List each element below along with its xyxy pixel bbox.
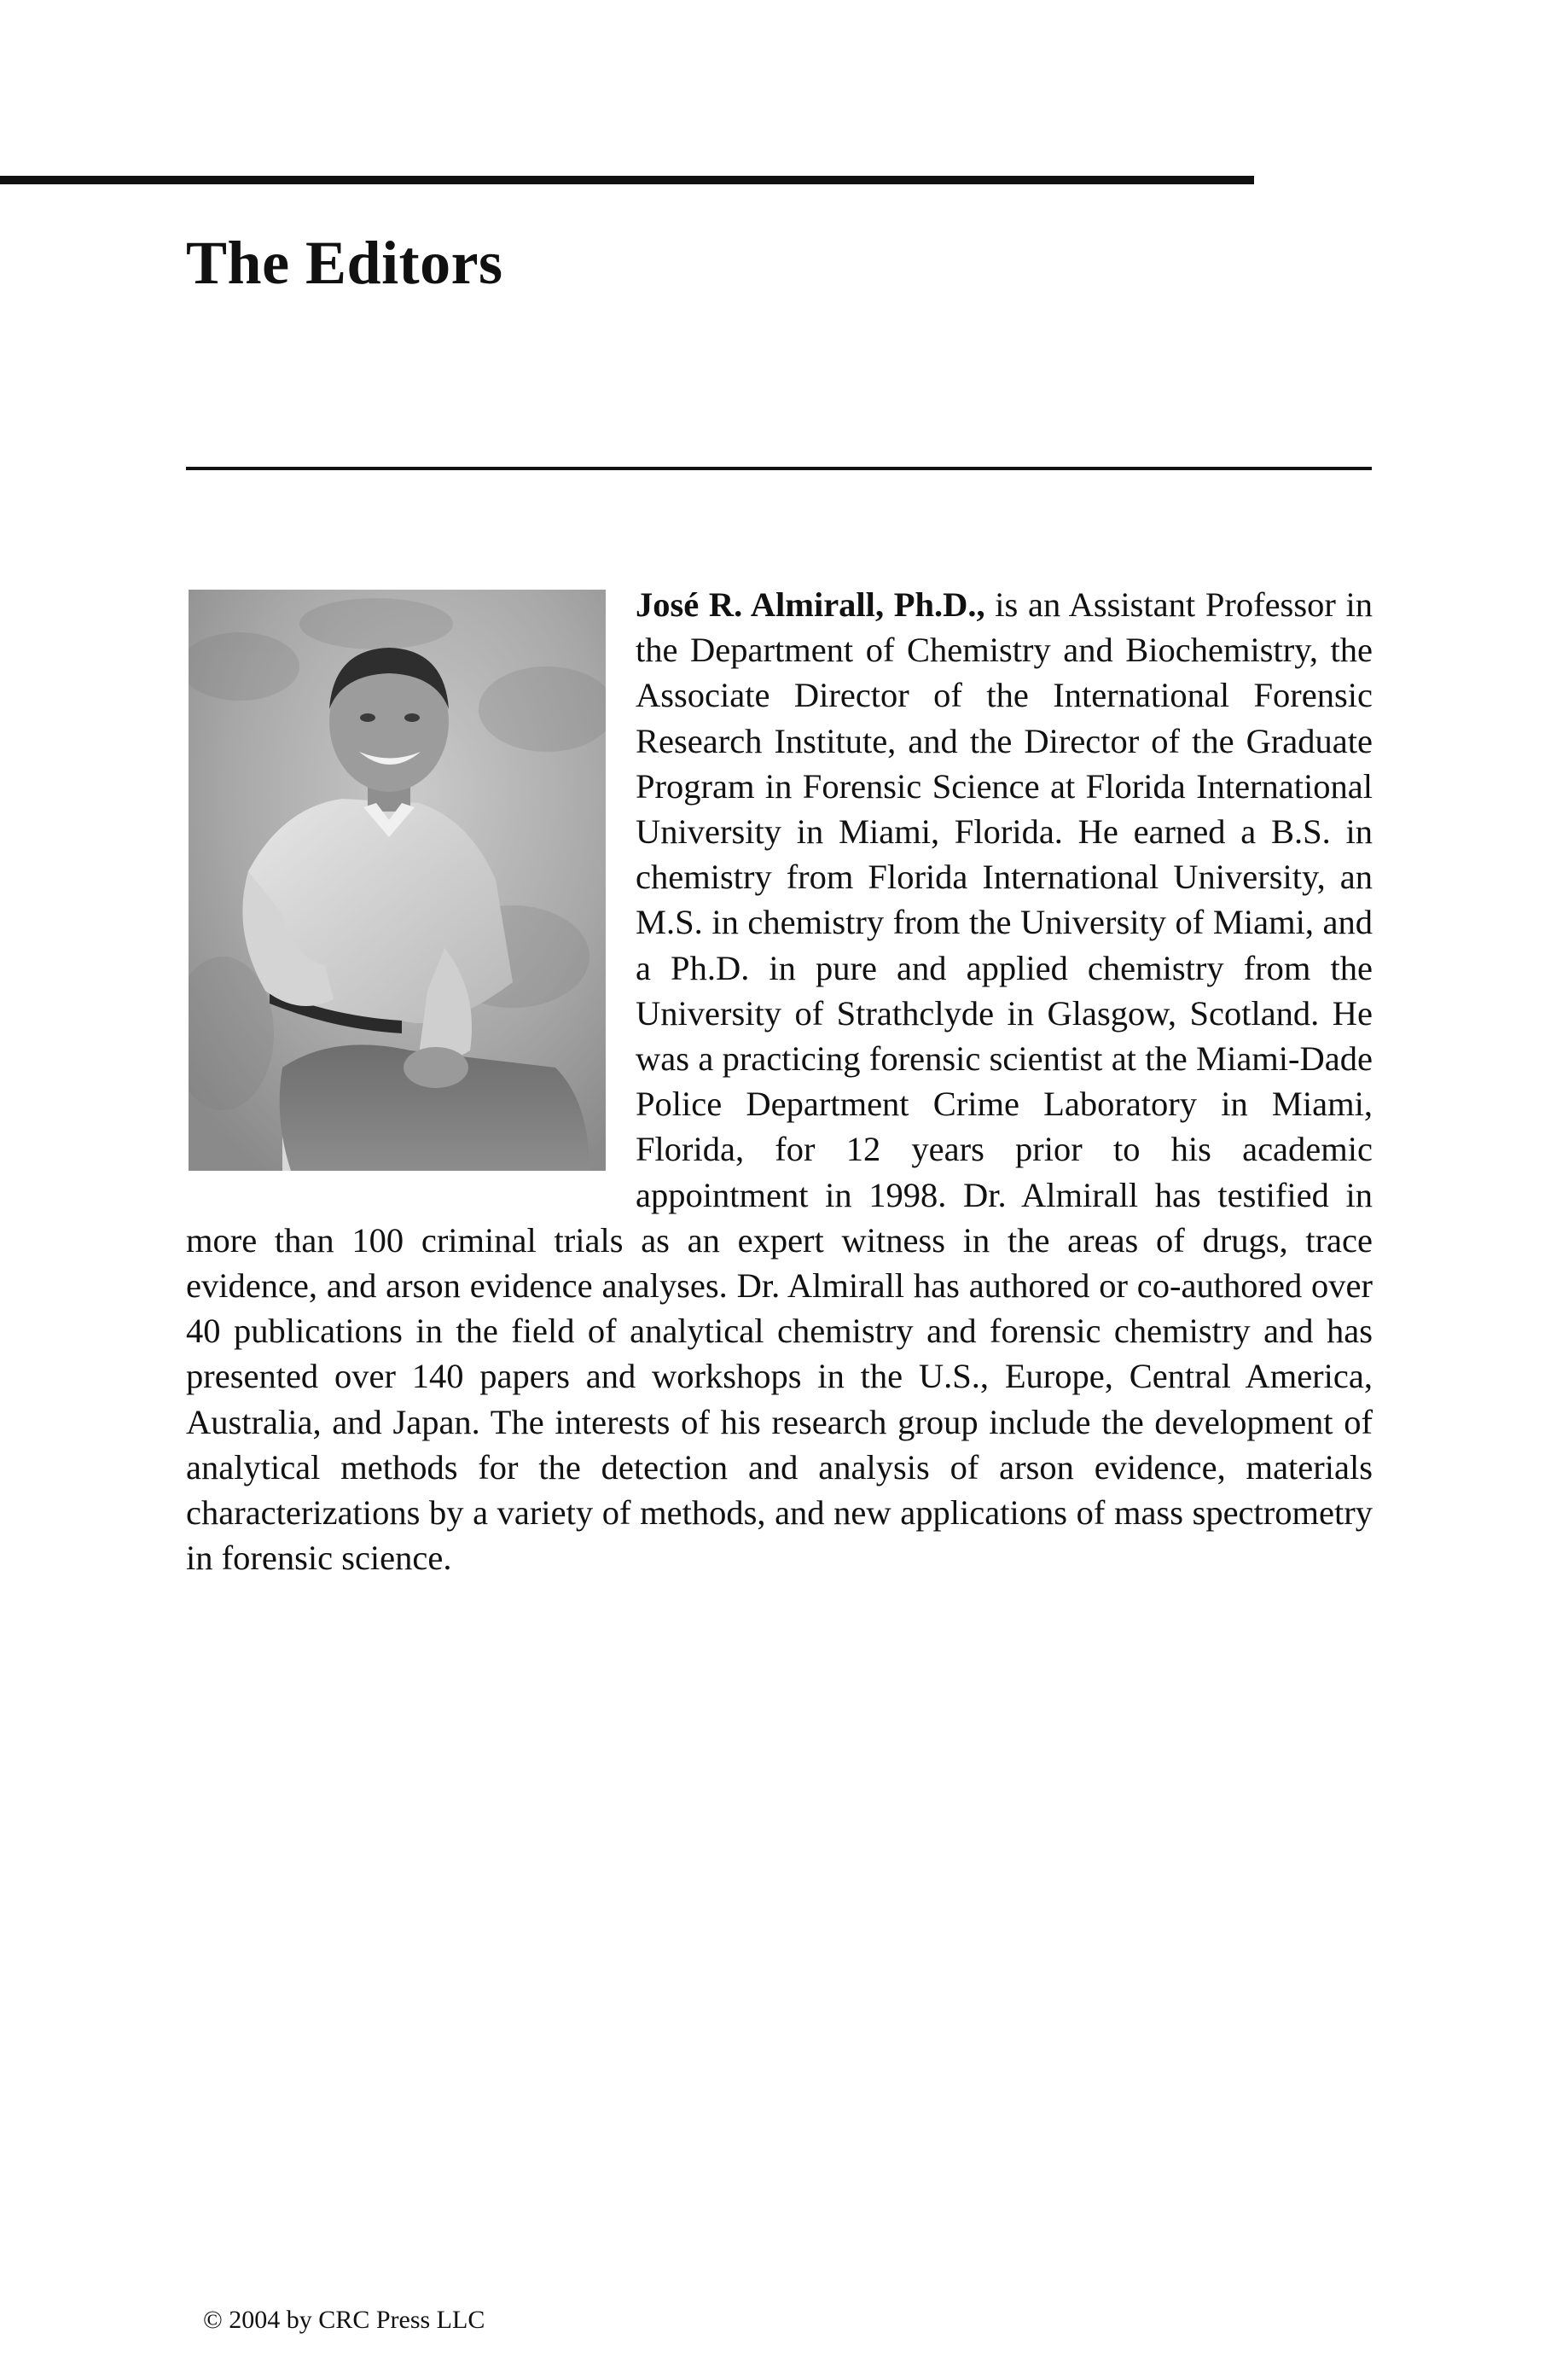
top-rule	[0, 176, 1254, 184]
section-divider	[186, 467, 1372, 470]
editor-name: José R. Almirall, Ph.D.,	[636, 585, 985, 624]
editor-bio-text: is an Assistant Professor in the Department of Chemistry and Biochemistry, the Associate Director of the International Forensic Research Institute, and the Director of the Graduate Program in Forensic Science at Florida International University in Miami, Florida. He earned a B.S. in chemistry from Florida International University, an M.S. in chemistry from the University of Miami, and a Ph.D. in pure and applied chemistry from the University of Strathclyde in Glasgow, Scotland. He was a practicing forensic scientist at the Miami-Dade Police Department Crime Laboratory in Miami, Florida, for 12 years prior to his academic appointment in 1998. Dr. Almirall has testified in more than 100 criminal trials as an expert witness in the areas of drugs, trace evidence, and arson evidence analyses. Dr. Almirall has authored or co-authored over 40 publications in the field of analytical chemistry and forensic chemistry and has presented over 140 papers and workshops in the U.S., Europe, Central America, Australia, and Japan. The interests of his research group include the development of analytical methods for the detection and analysis of arson evidence, materials characterizations by a variety of methods, and new applications of mass spectrometry in forensic science.	[186, 585, 1373, 1578]
editor-bio	[186, 582, 1373, 1580]
page-title: The Editors	[186, 229, 503, 297]
copyright-notice: © 2004 by CRC Press LLC	[203, 2306, 485, 2334]
